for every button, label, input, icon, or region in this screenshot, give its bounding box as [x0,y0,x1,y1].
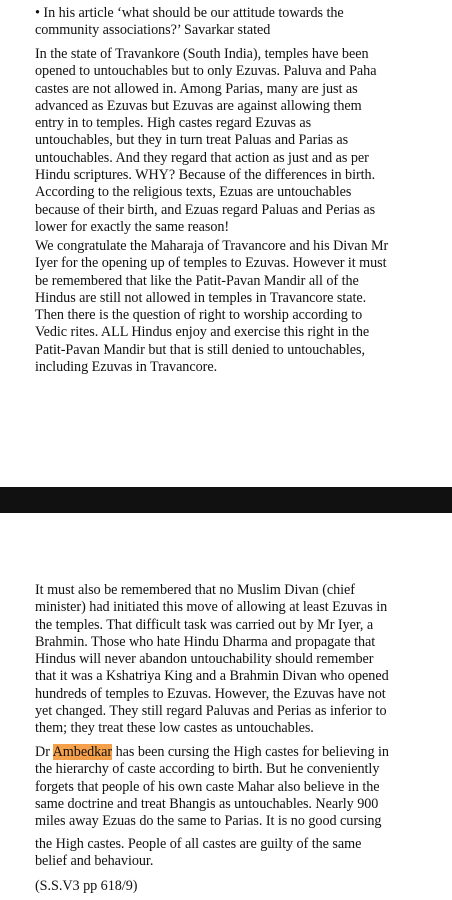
bullet: • [35,5,40,21]
paragraph-congratulate: We congratulate the Maharaja of Travancore and his Divan Mr Iyer for the opening up of temples to Ezuvas. However it must be remembered that like the Patit-Pavan Mandir all of the Hindus are still not allowed in temples in Travancore state. Then there is the question of right to worship according to Vedic rites. ALL Hindus enjoy and exercise this right in the Patit-Pavan Mandir but that is still denied to untouchables, including Ezuvas in Travancore. [35,238,389,376]
paragraph-ambedkar [35,744,425,830]
intro-bullet-line [35,5,425,40]
ambedkar-prefix: Dr [35,744,53,760]
paragraph-travankore: In the state of Travankore (South India), temples have been opened to untouchables but to only Ezuvas. Paluva and Paha castes are not allowed in. Among Parias, many are just as advanced as Ezuvas but Ezuvas are against allowing them entry in to temples. High castes regard Ezuvas as untouchables, but they in turn treat Paluas and Parias as untouchables. And they regard that action as just and as per Hindu scriptures. WHY? Because of the differences in birth. According to the religious texts, Ezuas are untouchables because of their birth, and Ezuas regard Paluas and Perias as lower for exactly the same reason! [35,46,377,235]
intro-text: In his article ‘what should be our attitude towards the community associations?’ Savarkar stated [35,5,344,39]
paragraph-high-castes: the High castes. People of all castes are guilty of the same belief and behaviour. [35,836,362,870]
paragraph-muslim-divan: It must also be remembered that no Muslim Divan (chief minister) had initiated this move of allowing at least Ezuvas in the temples. That difficult task was carried out by Mr Iyer, a Brahmin. Those who hate Hindu Dharma and propagate that Hindus will never abandon untouchability should remember that it was a Kshatriya King and a Brahmin Divan who opened hundreds of temples to Ezuvas. However, the Ezuvas have not yet changed. They still regard Paluvas and Perias as inferior to them; they treat these low castes as untouchables. [35,582,389,737]
ambedkar-rest: has been cursing the High castes for believing in the hierarchy of caste according to birth. But he conveniently forgets that people of his own caste Mahar also believe in the same doctrine and treat Bhangis as untouchables. Nearly 900 miles away Ezuas do the same to Parias. It is no good cursing [35,744,389,830]
bottom-page [0,513,452,900]
page-separator [0,487,452,513]
highlighted-name: Ambedkar [52,744,113,760]
citation: (S.S.V3 pp 618/9) [35,878,138,894]
